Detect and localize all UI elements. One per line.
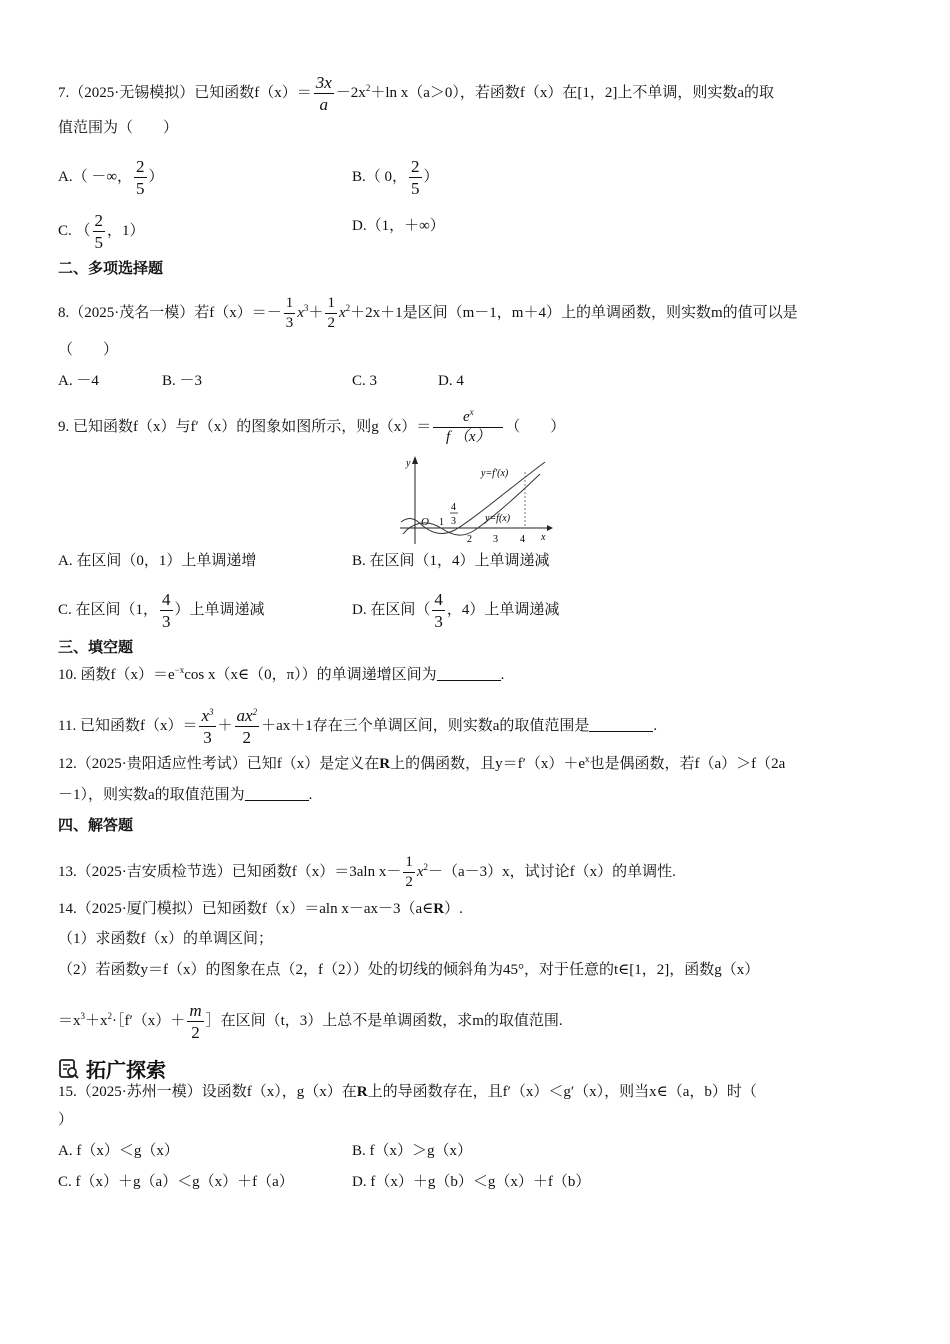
q14-part2: （2）若函数y＝f（x）的图象在点（2，f（2））处的切线的倾斜角为45°，对于任意的t∈[1，2]，函数g（x） — [58, 962, 760, 978]
graph-x-arrow — [547, 525, 553, 531]
q7-prefix: 7.（2025·无锡模拟）已知函数 — [58, 84, 255, 101]
q7-option-b[interactable]: B.（ 0， $\frac{2}{5}$ ） — [352, 157, 439, 198]
q8-option-d[interactable]: D. 4 — [438, 373, 464, 389]
q12-stem-line2: －1），则实数a的取值范围为 . — [58, 787, 313, 803]
graph-label-f: y=f(x) — [485, 513, 511, 524]
graph-origin-label: O — [421, 516, 429, 528]
graph-x-label: x — [541, 532, 546, 543]
q12-stem: 12.（2025·贵阳适应性考试）已知f（x）是定义在R上的偶函数，且$y=f'(x)+e^x$也是偶函数，若f（a）＞f（2a — [58, 754, 786, 772]
q7-option-a[interactable]: A.（ －∞， $\frac{2}{5}$ ） — [58, 157, 164, 198]
q9-option-d[interactable]: D. 在区间（ $\frac{4}{3}$ ，4）上单调递减 — [352, 590, 560, 631]
graph-tick-4-3-den: 3 — [451, 516, 456, 527]
q15-stem-line2: ） — [58, 1112, 74, 1128]
q8-option-a[interactable]: A. －4 — [58, 373, 99, 389]
q13-stem: 13.（2025·吉安质检节选）已知函数f（x）＝3aln x－ $\frac{1}{2}$ $x^2-(a-3)x$，试讨论f（x）的单调性. — [58, 854, 676, 890]
q9-function-graph — [395, 452, 560, 548]
q15-option-c[interactable]: C. f（x）＋g（a）＜g（x）＋f（a） — [58, 1174, 294, 1190]
graph-tick-4-3-num: 4 — [451, 502, 456, 513]
q9-option-b[interactable]: B. 在区间（1，4）上单调递减 — [352, 553, 550, 569]
q8-option-b[interactable]: B. －3 — [162, 373, 203, 389]
q15-option-a[interactable]: A. f（x）＜g（x） — [58, 1143, 179, 1159]
q11-answer-blank[interactable] — [589, 717, 653, 732]
section-solve: 四、解答题 — [58, 816, 134, 834]
q10-stem: 10. 函数$f(x)=e^{-x}\cos$ x（x∈（0，π））的单调递增区间为 . — [58, 665, 505, 683]
q14-part1: （1）求函数f（x）的单调区间； — [58, 931, 273, 947]
q14-stem: 14.（2025·厦门模拟）已知函数f（x）＝aln x－ax－3（a∈R）. — [58, 901, 463, 917]
q7-fraction: $\frac{3x}{a}$ — [315, 73, 332, 114]
q10-answer-blank[interactable] — [437, 666, 501, 681]
q15-option-b[interactable]: B. f（x）＞g（x） — [352, 1143, 473, 1159]
q7-option-d[interactable]: D.（1，＋∞） — [352, 218, 445, 234]
q12-answer-blank[interactable] — [245, 786, 309, 801]
q8-stem: 8.（2025·茂名一模）若f（x）＝－ $\frac{1}{3}$ $x^3+$ $\frac{1}{2}$ $x^2+2x+1$是区间（m－1，m＋4）上的单调函数，则实数m的值可以是 — [58, 295, 798, 331]
q14-part2-line2: $=x^3+x^2\cdot[f'(x)+$ $\frac{m}{2}$ ］在区间（t，3）上总不是单调函数，求m的取值范围. — [58, 1001, 563, 1042]
magnifier-document-icon — [58, 1058, 80, 1080]
q7-option-c[interactable]: C. （ $\frac{2}{5}$ ，1） — [58, 211, 145, 252]
q11-stem: 11. 已知函数f（x）＝ $\frac{x^3}{3}$ ＋ $\frac{ax^2}{2}$ ＋ax＋1存在三个单调区间，则实数a的取值范围是 . — [58, 706, 658, 747]
q9-option-c[interactable]: C. 在区间（1， $\frac{4}{3}$ ）上单调递减 — [58, 590, 265, 631]
q15-option-d[interactable]: D. f（x）＋g（b）＜g（x）＋f（b） — [352, 1174, 591, 1190]
graph-y-label: y — [406, 458, 411, 469]
section-multi-choice: 二、多项选择题 — [58, 259, 164, 277]
q9-stem: 9. 已知函数f（x）与f′（x）的图象如图所示，则g（x）＝ $\frac{e^x}{f (x)}$ （ ） — [58, 407, 566, 445]
q7-stem: 7.（2025·无锡模拟）已知函数f（x）＝ $\frac{3x}{a}$ $-2x^2+\ln$ x（a＞0），若函数f（x）在[1，2]上不单调，则实数a的取 — [58, 73, 775, 114]
q8-option-c[interactable]: C. 3 — [352, 373, 378, 389]
explore-title: 拓广探索 — [86, 1058, 166, 1082]
q7-fname: f（x）＝ — [254, 84, 312, 101]
explore-header — [58, 1054, 166, 1083]
graph-tick-4: 4 — [520, 534, 525, 545]
q9-option-a[interactable]: A. 在区间（0，1）上单调递增 — [58, 553, 257, 569]
graph-y-arrow — [412, 456, 418, 464]
q7-stem-line2: 值范围为（ ） — [58, 120, 179, 136]
q15-stem: 15.（2025·苏州一模）设函数f（x），g（x）在R上的导函数存在，且f′（x）＜g′（x），则当x∈（a，b）时（ — [58, 1084, 757, 1100]
q8-stem-line2: （ ） — [58, 342, 119, 358]
section-fill-blank: 三、填空题 — [58, 638, 134, 656]
graph-tick-3: 3 — [493, 534, 498, 545]
graph-tick-2: 2 — [467, 534, 472, 545]
graph-tick-1: 1 — [439, 517, 444, 528]
graph-label-fprime: y=f′(x) — [481, 468, 509, 479]
